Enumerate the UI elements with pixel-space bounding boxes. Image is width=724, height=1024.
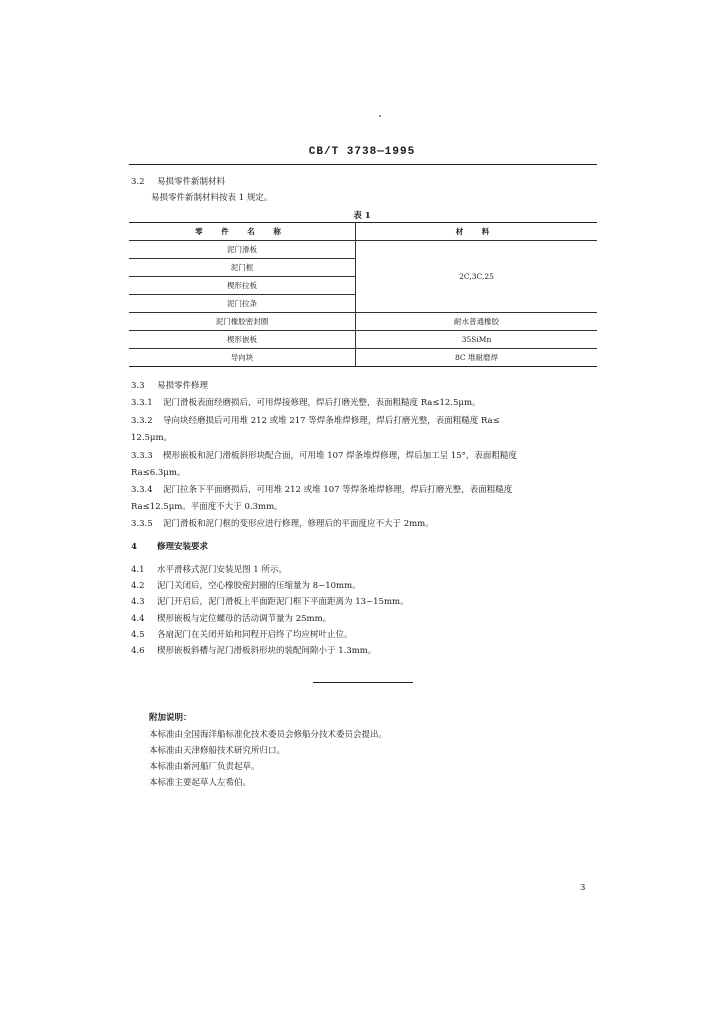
section-3-3-heading xyxy=(131,380,208,392)
section-4-heading xyxy=(131,541,208,553)
clause-number: 3.3.4 xyxy=(131,485,153,495)
clause-text: 各扇泥门在关闭开始和同程开启终了均应树叶止位。 xyxy=(157,630,353,640)
clause-4-4 xyxy=(131,613,331,625)
material-cell: 8C 堆耐磨焊 xyxy=(356,349,598,367)
part-cell: 泥门滑板 xyxy=(129,241,356,259)
clause-number: 4.3 xyxy=(131,597,145,607)
clause-3-3-1 xyxy=(131,397,481,409)
clause-text: 泥门滑板表面经磨损后，可用焊接修理，焊后打磨光整，表面粗糙度 Ra≤12.5μm。 xyxy=(163,398,481,408)
appendix-line: 本标准由新河船厂负责起草。 xyxy=(149,762,260,772)
clause-text: 泥门关闭后，空心橡胶密封圈的压缩量为 8~10mm。 xyxy=(157,581,361,591)
clause-4-6 xyxy=(131,645,376,657)
clause-4-2 xyxy=(131,580,361,592)
clause-3-3-4-continued: Ra≤12.5μm。平面度不大于 0.3mm。 xyxy=(131,502,283,512)
part-cell: 楔形嵌板 xyxy=(129,331,356,349)
material-cell: 35SiMn xyxy=(356,331,598,349)
clause-3-3-2 xyxy=(131,415,500,427)
clause-4-5 xyxy=(131,629,353,641)
table-row xyxy=(129,313,597,331)
clause-3-3-3 xyxy=(131,450,517,462)
clause-text: 水平滑移式泥门安装见图 1 所示。 xyxy=(157,565,287,575)
materials-table xyxy=(129,222,597,367)
table-row xyxy=(129,331,597,349)
section-title: 修理安装要求 xyxy=(157,542,209,552)
clause-number: 3.3.2 xyxy=(131,416,153,426)
material-cell: 耐水普通橡胶 xyxy=(356,313,598,331)
section-title: 易损零件修理 xyxy=(157,381,209,391)
table-caption: 表 1 xyxy=(353,211,371,221)
clause-number: 4.4 xyxy=(131,614,145,624)
section-number: 3.2 xyxy=(131,177,145,187)
clause-number: 4.6 xyxy=(131,646,145,656)
header-rule xyxy=(129,164,597,165)
section-divider xyxy=(313,682,413,683)
clause-text: 泥门滑板和泥门框的变形应进行修理，修理后的平面度应不大于 2mm。 xyxy=(163,519,434,529)
section-number: 4 xyxy=(131,542,137,552)
part-cell: 楔形拉板 xyxy=(129,277,356,295)
header-part-name: 零 件 名 称 xyxy=(129,223,356,241)
appendix-heading: 附加说明： xyxy=(149,713,192,723)
part-cell: 泥门拉条 xyxy=(129,295,356,313)
clause-4-3 xyxy=(131,596,409,608)
clause-number: 3.3.5 xyxy=(131,519,153,529)
clause-4-1 xyxy=(131,564,287,576)
section-number: 3.3 xyxy=(131,381,145,391)
appendix-line: 本标准由天津修船技术研究所归口。 xyxy=(149,746,286,756)
clause-text: 泥门开启后，泥门滑板上平面距泥门框下平面距离为 13~15mm。 xyxy=(157,597,409,607)
section-3-2-heading xyxy=(131,176,225,188)
scan-speck xyxy=(379,115,381,117)
table-header-row xyxy=(129,223,597,241)
clause-number: 3.3.1 xyxy=(131,398,153,408)
clause-number: 4.5 xyxy=(131,630,145,640)
clause-text: 楔形嵌板斜槽与泥门滑板斜形块的装配间隙小于 1.3mm。 xyxy=(157,646,377,656)
clause-text: 泥门拉条下平面磨损后，可用堆 212 或堆 107 等焊条堆焊修理，焊后打磨光整，表面粗糙度 xyxy=(163,485,513,495)
table-row xyxy=(129,349,597,367)
table-row xyxy=(129,241,597,259)
header-material: 材 料 xyxy=(356,223,598,241)
clause-3-3-5 xyxy=(131,518,434,530)
section-title: 易损零件新制材料 xyxy=(157,177,226,187)
clause-3-3-3-continued: Ra≤6.3μm。 xyxy=(131,468,186,478)
clause-number: 3.3.3 xyxy=(131,451,153,461)
page-number: 3 xyxy=(580,883,586,893)
clause-number: 4.2 xyxy=(131,581,145,591)
section-3-2-intro: 易损零件新制材料按表 1 规定。 xyxy=(151,193,273,203)
clause-3-3-2-continued: 12.5μm。 xyxy=(131,433,173,443)
part-cell: 泥门框 xyxy=(129,259,356,277)
clause-text: 楔形嵌板和泥门滑板斜形块配合面，可用堆 107 焊条堆焊修理，焊后加工呈 15°，表面粗糙度 xyxy=(163,451,517,461)
appendix-line: 本标准由全国海洋船标准化技术委员会修船分技术委员会提出。 xyxy=(149,730,388,740)
clause-number: 4.1 xyxy=(131,565,145,575)
part-cell: 导向块 xyxy=(129,349,356,367)
standard-code-header: CB/T 3738—1995 xyxy=(308,146,416,158)
appendix-line: 本标准主要起草人左希伯。 xyxy=(149,778,252,788)
clause-text: 楔形嵌板与定位螺母的活动调节量为 25mm。 xyxy=(157,614,332,624)
clause-3-3-4 xyxy=(131,484,512,496)
clause-text: 导向块经磨损后可用堆 212 或堆 217 等焊条堆焊修理，焊后打磨光整，表面粗糙度 Ra≤ xyxy=(163,416,500,426)
part-cell: 泥门橡胶密封圈 xyxy=(129,313,356,331)
merged-material-cell: 2C,3C,25 xyxy=(356,241,598,313)
